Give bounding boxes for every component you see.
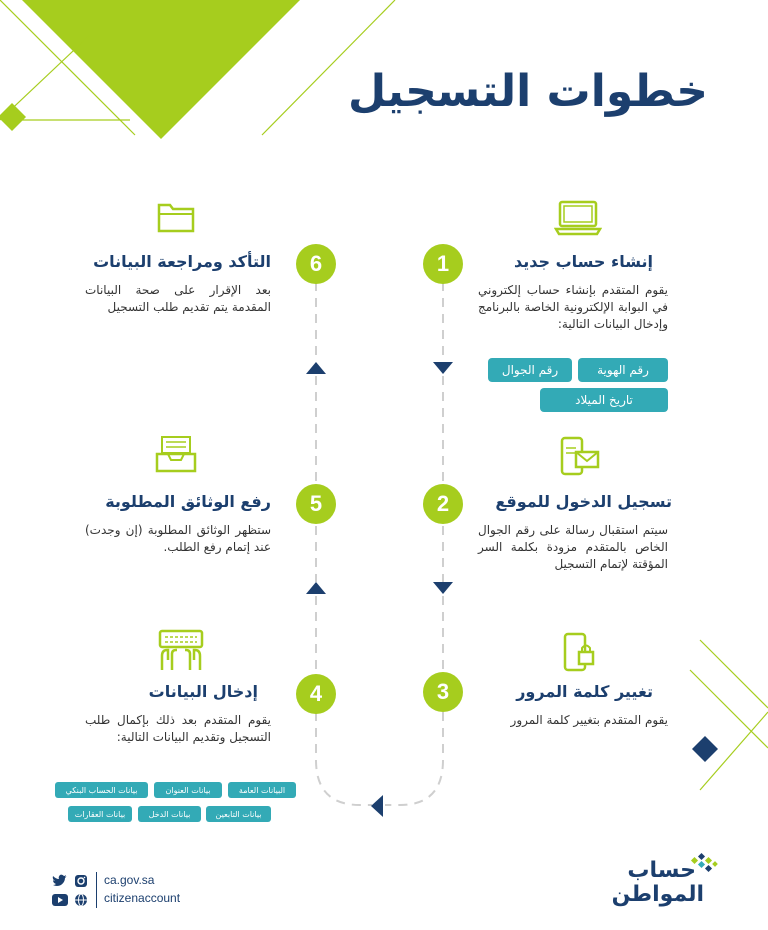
id-number-pill: رقم الهوية (578, 358, 668, 382)
youtube-icon[interactable] (52, 894, 68, 906)
step-6-number: 6 (296, 244, 336, 284)
step-3-number: 3 (423, 672, 463, 712)
step-1-number: 1 (423, 244, 463, 284)
folder-icon (156, 200, 196, 234)
birth-date-pill: تاريخ الميلاد (540, 388, 668, 412)
real-estate-data-pill: بيانات العقارات (68, 806, 132, 822)
bank-account-data-pill: بيانات الحساب البنكي (55, 782, 148, 798)
income-data-pill: بيانات الدخل (138, 806, 201, 822)
step-1-description: يقوم المتقدم بإنشاء حساب إلكتروني في البوابة الإلكترونية الخاصة بالبرنامج وإدخال البيانات التالية: (478, 283, 668, 331)
mobile-lock-icon (562, 632, 596, 672)
step-4-heading: إدخال البيانات (148, 682, 258, 701)
step-6-description: بعد الإقرار على صحة البيانات المقدمة يتم تقديم طلب التسجيل (85, 283, 271, 314)
globe-icon[interactable] (74, 893, 88, 907)
step-1-heading: إنشاء حساب جديد (513, 252, 653, 271)
step-5-description: ستظهر الوثائق المطلوبة (إن وجدت) عند إتمام رفع الطلب. (85, 523, 271, 554)
step-5-heading: رفع الوثائق المطلوبة (105, 492, 271, 511)
mobile-number-pill: رقم الجوال (488, 358, 572, 382)
step-2-description: سيتم استقبال رسالة على رقم الجوال الخاص بالمتقدم مزودة بكلمة السر المؤقتة لإتمام التسجيل (478, 523, 668, 571)
instagram-icon[interactable] (74, 874, 88, 888)
step-4-description: يقوم المتقدم بعد ذلك بإكمال طلب التسجيل وتقديم البيانات التالية: (85, 713, 271, 744)
mobile-message-icon (558, 436, 602, 476)
footer-divider (96, 872, 97, 908)
step-5-number: 5 (296, 484, 336, 524)
step-2-number: 2 (423, 484, 463, 524)
dependents-data-pill: بيانات التابعين (206, 806, 271, 822)
logo-text-line2: المواطن (611, 882, 704, 907)
step-4-number: 4 (296, 674, 336, 714)
address-data-pill: بيانات العنوان (154, 782, 222, 798)
step-6-heading: التأكد ومراجعة البيانات (93, 252, 271, 271)
document-tray-icon (154, 434, 198, 474)
laptop-icon (554, 198, 602, 238)
page-title: خطوات التسجيل (347, 66, 708, 117)
citizen-account-logo (608, 852, 728, 912)
twitter-icon[interactable] (52, 874, 68, 888)
step-3-heading: تغيير كلمة المرور (516, 682, 653, 701)
keyboard-icon (156, 628, 206, 672)
logo-text-line1: حساب (627, 858, 696, 883)
social-handle: citizenaccount (104, 891, 181, 905)
step-2-heading: تسجيل الدخول للموقع (495, 492, 672, 511)
step-3-description: يقوم المتقدم بتغيير كلمة المرور (510, 713, 668, 727)
general-data-pill: البيانات العامة (228, 782, 296, 798)
website-link[interactable]: ca.gov.sa (104, 873, 155, 887)
